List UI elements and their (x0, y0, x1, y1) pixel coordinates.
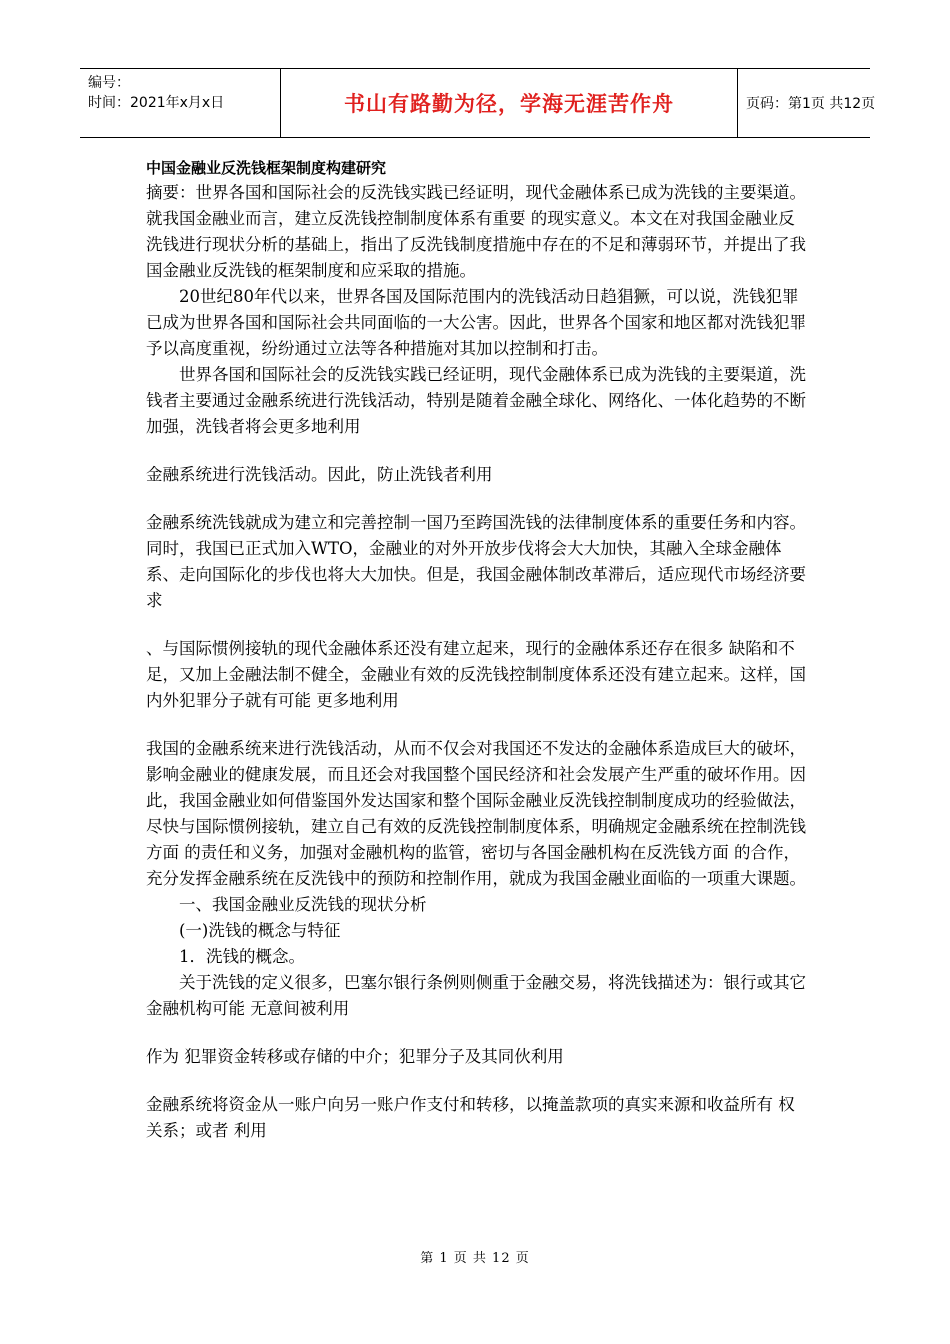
body-paragraph: 我国的金融系统来进行洗钱活动，从而不仅会对我国还不发达的金融体系造成巨大的破坏，影响金融业的健康发展，而且还会对我国整个国民经济和社会发展产生严重的破坏作用。因此，我国金融业如何借鉴国外发达国家和整个国际金融业反洗钱控制制度成功的经验做法，尽快与国际惯例接轨，建立自己有效的反洗钱控制制度体系，明确规定金融系统在控制洗钱方面 的责任和义务，加强对金融机构的监管，密切与各国金融机构在反洗钱方面 的合作，充分发挥金融系统在反洗钱中的预防和控制作用，就成为我国金融业面临的一项重大课题。 (146, 739, 806, 888)
document-time-label: 时间：2021年x月x日 (88, 95, 225, 111)
body-paragraph: 20世纪80年代以来，世界各国及国际范围内的洗钱活动日趋猖獗，可以说，洗钱犯罪已成为世界各国和国际社会共同面临的一大公害。因此，世界各个国家和地区都对洗钱犯罪予以高度重视，纷纷通过立法等各种措施对其加以控制和打击。 (146, 287, 806, 358)
page-header (80, 68, 876, 138)
section-heading: 一、我国金融业反洗钱的现状分析 (179, 895, 427, 914)
body-paragraph: 、与国际惯例接轨的现代金融体系还没有建立起来，现行的金融体系还存在很多 缺陷和不足，又加上金融法制不健全，金融业有效的反洗钱控制制度体系还没有建立起来。这样，国内外犯罪分子就有可能 更多地利用 (146, 639, 806, 710)
body-paragraph: 关于洗钱的定义很多，巴塞尔银行条例则侧重于金融交易，将洗钱描述为：银行或其它 金融机构可能 无意间被利用 (146, 973, 806, 1018)
document-number-label: 编号： (88, 75, 130, 91)
body-paragraph: 世界各国和国际社会的反洗钱实践已经证明，现代金融体系已成为洗钱的主要渠道，洗钱者主要通过金融系统进行洗钱活动，特别是随着金融全球化、网络化、一体化趋势的不断加强，洗钱者将会更多地利用 (146, 365, 806, 436)
header-meta (80, 69, 280, 137)
subsection-heading: (一)洗钱的概念与特征 (179, 921, 341, 940)
page-footer: 第 1 页 共 12 页 (420, 1251, 530, 1266)
body-paragraph: 作为 犯罪资金转移或存储的中介；犯罪分子及其同伙利用 (146, 1047, 564, 1066)
subsection-item-heading: 1．洗钱的概念。 (179, 947, 305, 966)
body-paragraph: 金融系统洗钱就成为建立和完善控制一国乃至跨国洗钱的法律制度体系的重要任务和内容。同时，我国已正式加入WTO，金融业的对外开放步伐将会大大加快，其融入全球金融体系、走向国际化的步伐也将大大加快。但是，我国金融体制改革滞后，适应现代市场经济要求 (146, 513, 806, 610)
abstract-paragraph: 摘要：世界各国和国际社会的反洗钱实践已经证明，现代金融体系已成为洗钱的主要渠道。就我国金融业而言，建立反洗钱控制制度体系有重要 的现实意义。本文在对我国金融业反洗钱进行现状分析的基础上，指出了反洗钱制度措施中存在的不足和薄弱环节，并提出了我国金融业反洗钱的框架制度和应采取的措施。 (146, 183, 806, 280)
header-page-number: 页码：第1页 共12页 (746, 96, 876, 112)
document-title: 中国金融业反洗钱框架制度构建研究 (146, 159, 387, 177)
header-motto: 书山有路勤为径，学海无涯苦作舟 (280, 69, 738, 137)
document-body (146, 156, 810, 1144)
body-paragraph: 金融系统进行洗钱活动。因此，防止洗钱者利用 (146, 465, 493, 484)
body-paragraph: 金融系统将资金从一账户向另一账户作支付和转移，以掩盖款项的真实来源和收益所有 权关系；或者 利用 (146, 1095, 795, 1140)
